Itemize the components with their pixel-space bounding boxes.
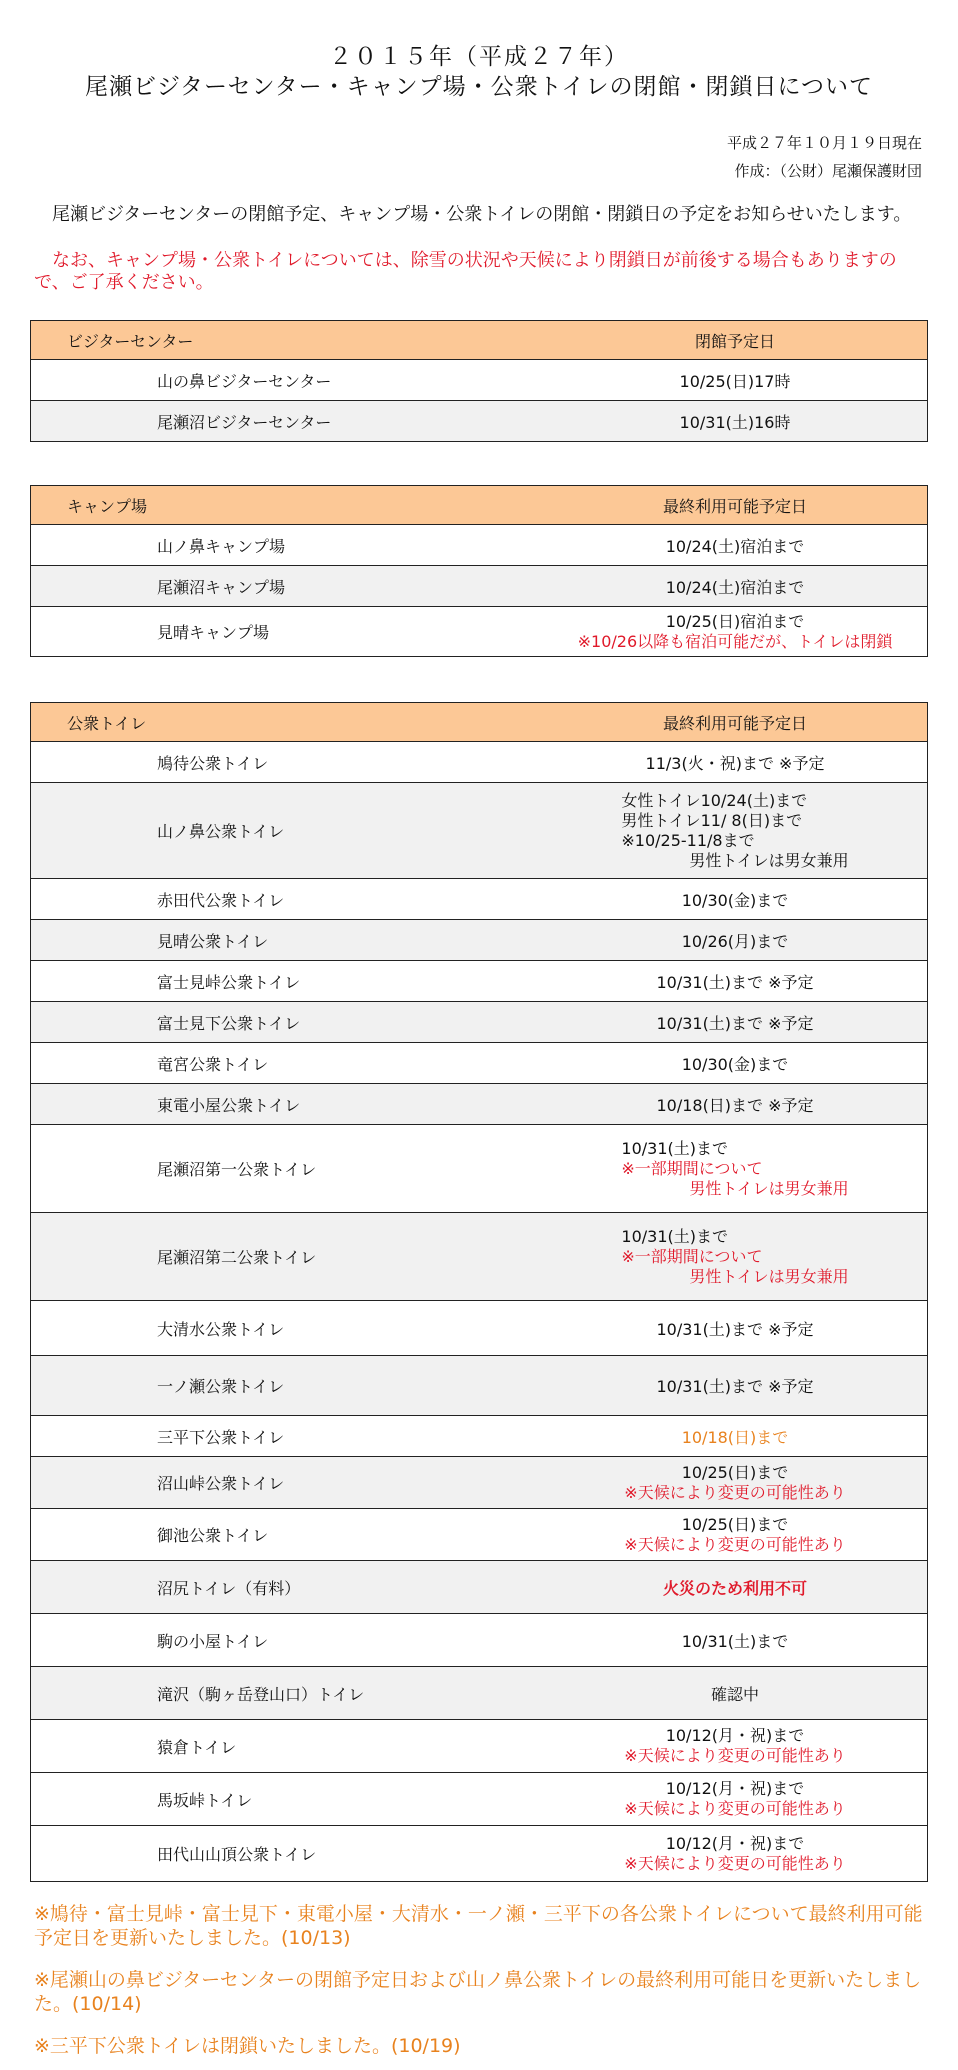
facility-name: 尾瀬沼キャンプ場 xyxy=(31,566,544,607)
last-use-date-main: 10/12(月・祝)まで xyxy=(665,1726,805,1745)
line-note: ※一部期間について xyxy=(621,1158,763,1178)
table-row xyxy=(31,1826,928,1882)
table-row xyxy=(31,1667,928,1720)
line-shared: 男性トイレは男女兼用 xyxy=(689,1266,849,1286)
last-use-date: 10/31(土)まで xyxy=(543,1614,928,1667)
last-use-date: 10/30(金)まで xyxy=(543,1043,928,1084)
line-shared: 男性トイレは男女兼用 xyxy=(689,850,849,870)
intro-paragraph: 尾瀬ビジターセンターの閉館予定、キャンプ場・公衆トイレの閉館・閉鎖日の予定をお知らせいたします。 xyxy=(52,204,912,225)
last-use-date: 10/18(日)まで ※予定 xyxy=(543,1084,928,1125)
update-note-2: ※尾瀬山の鼻ビジターセンターの閉館予定日および山ノ鼻公衆トイレの最終利用可能日を更新いたしました。(10/14) xyxy=(34,1969,922,2015)
facility-name: 竜宮公衆トイレ xyxy=(31,1043,544,1084)
last-use-note: ※天候により変更の可能性あり xyxy=(624,1853,846,1873)
header-cell-facility: ビジターセンター xyxy=(31,321,544,360)
author-line: 作成：（公財）尾瀬保護財団 xyxy=(734,162,922,180)
facility-name: 一ノ瀬公衆トイレ xyxy=(31,1356,544,1416)
last-use-date: 10/24(土)宿泊まで xyxy=(543,566,928,607)
table-row xyxy=(31,1614,928,1667)
header-cell-date: 最終利用可能予定日 xyxy=(543,486,928,525)
facility-name: 鳩待公衆トイレ xyxy=(31,742,544,783)
last-use-date xyxy=(543,1720,928,1773)
facility-name: 富士見下公衆トイレ xyxy=(31,1002,544,1043)
last-use-date-lines xyxy=(621,791,848,871)
header-cell-date: 最終利用可能予定日 xyxy=(543,703,928,742)
table-header-row xyxy=(31,321,928,360)
table-row xyxy=(31,1416,928,1457)
table-row xyxy=(31,1301,928,1356)
last-use-date xyxy=(543,1826,928,1882)
facility-name: 山の鼻ビジターセンター xyxy=(31,360,544,401)
line-shared: 男性トイレは男女兼用 xyxy=(689,1178,849,1198)
facility-name: 山ノ鼻公衆トイレ xyxy=(31,783,544,879)
facility-name: 大清水公衆トイレ xyxy=(31,1301,544,1356)
facility-name: 御池公衆トイレ xyxy=(31,1509,544,1561)
table-row xyxy=(31,401,928,442)
last-use-date: 10/31(土)まで ※予定 xyxy=(543,1356,928,1416)
last-use-date: 10/18(日)まで xyxy=(543,1416,928,1457)
last-use-date xyxy=(543,607,928,657)
table-row xyxy=(31,879,928,920)
public-toilet-table xyxy=(30,702,928,1882)
last-use-note: ※天候により変更の可能性あり xyxy=(624,1799,846,1818)
table-row xyxy=(31,1002,928,1043)
update-note-1: ※鳩待・富士見峠・富士見下・東電小屋・大清水・一ノ瀬・三平下の各公衆トイレについて最終利用可能予定日を更新いたしました。(10/13) xyxy=(34,1903,923,1949)
as-of-date: 平成２７年１０月１９日現在 xyxy=(726,134,922,152)
table-row xyxy=(31,1509,928,1561)
line-note: ※一部期間について xyxy=(621,1246,763,1266)
line-period: ※10/25-11/8まで xyxy=(621,830,755,850)
last-use-date-lines xyxy=(621,1139,848,1199)
visitor-center-table xyxy=(30,320,928,442)
intro-caution-paragraph: なお、キャンプ場・公衆トイレについては、除雪の状況や天候により閉鎖日が前後する場合もありますので、ご了承ください。 xyxy=(34,250,897,293)
last-use-note: ※天候により変更の可能性あり xyxy=(624,1746,846,1765)
last-use-date xyxy=(543,1773,928,1826)
table-row xyxy=(31,566,928,607)
table-row xyxy=(31,742,928,783)
last-use-date: 10/31(土)まで ※予定 xyxy=(543,961,928,1002)
facility-name: 沼山峠公衆トイレ xyxy=(31,1457,544,1509)
last-use-date xyxy=(543,1125,928,1213)
table-row xyxy=(31,783,928,879)
last-use-date: 10/30(金)まで xyxy=(543,879,928,920)
closing-date: 10/31(土)16時 xyxy=(543,401,928,442)
last-use-date: 確認中 xyxy=(543,1667,928,1720)
table-row xyxy=(31,920,928,961)
line-date: 10/31(土)まで xyxy=(621,1138,728,1158)
last-use-date-main: 10/25(日)まで xyxy=(681,1462,789,1482)
facility-name: 赤田代公衆トイレ xyxy=(31,879,544,920)
table-row xyxy=(31,607,928,657)
last-use-note: ※天候により変更の可能性あり xyxy=(624,1534,846,1554)
last-use-date xyxy=(543,783,928,879)
table-row xyxy=(31,1561,928,1614)
last-use-note: ※10/26以降も宿泊可能だが、トイレは閉鎖 xyxy=(577,631,893,651)
line-women: 女性トイレ10/24(土)まで xyxy=(621,790,808,810)
table-header-row xyxy=(31,486,928,525)
header-cell-facility: キャンプ場 xyxy=(31,486,544,525)
last-use-date: 10/26(月)まで xyxy=(543,920,928,961)
facility-name: 三平下公衆トイレ xyxy=(31,1416,544,1457)
facility-name: 駒の小屋トイレ xyxy=(31,1614,544,1667)
facility-name: 見晴キャンプ場 xyxy=(31,607,544,657)
last-use-date-lines xyxy=(621,1227,848,1287)
last-use-date-main: 10/12(月・祝)まで xyxy=(665,1779,805,1798)
last-use-date: 10/31(土)まで ※予定 xyxy=(543,1002,928,1043)
table-row xyxy=(31,1084,928,1125)
header-cell-date: 閉館予定日 xyxy=(543,321,928,360)
header-cell-facility: 公衆トイレ xyxy=(31,703,544,742)
page-title-line1: ２０１５年（平成２７年） xyxy=(329,44,629,70)
last-use-date-main: 10/25(日)宿泊まで xyxy=(665,611,805,631)
last-use-date xyxy=(543,1509,928,1561)
line-date: 10/31(土)まで xyxy=(621,1226,728,1246)
last-use-date xyxy=(543,1213,928,1301)
closing-date: 10/25(日)17時 xyxy=(543,360,928,401)
table-row xyxy=(31,525,928,566)
table-row xyxy=(31,1356,928,1416)
campsite-table xyxy=(30,485,928,657)
facility-name: 富士見峠公衆トイレ xyxy=(31,961,544,1002)
table-row xyxy=(31,1213,928,1301)
last-use-date xyxy=(543,1457,928,1509)
table-row xyxy=(31,961,928,1002)
table-row xyxy=(31,1457,928,1509)
last-use-date: 10/31(土)まで ※予定 xyxy=(543,1301,928,1356)
facility-name: 東電小屋公衆トイレ xyxy=(31,1084,544,1125)
update-note-3: ※三平下公衆トイレは閉鎖いたしました。(10/19) xyxy=(34,2035,461,2057)
facility-name: 滝沢（駒ヶ岳登山口）トイレ xyxy=(31,1667,544,1720)
page-title-line2: 尾瀬ビジターセンター・キャンプ場・公衆トイレの閉館・閉鎖日について xyxy=(84,74,874,100)
table-row xyxy=(31,1125,928,1213)
facility-name: 沼尻トイレ（有料） xyxy=(31,1561,544,1614)
line-men: 男性トイレ11/ 8(日)まで xyxy=(621,810,803,830)
table-row xyxy=(31,1773,928,1826)
last-use-date: 11/3(火・祝)まで ※予定 xyxy=(543,742,928,783)
table-row xyxy=(31,1720,928,1773)
facility-name: 尾瀬沼第一公衆トイレ xyxy=(31,1125,544,1213)
facility-name: 田代山山頂公衆トイレ xyxy=(31,1826,544,1882)
facility-name: 猿倉トイレ xyxy=(31,1720,544,1773)
facility-name: 尾瀬沼第二公衆トイレ xyxy=(31,1213,544,1301)
last-use-date-main: 10/25(日)まで xyxy=(681,1514,789,1534)
facility-name: 見晴公衆トイレ xyxy=(31,920,544,961)
last-use-date: 10/24(土)宿泊まで xyxy=(543,525,928,566)
facility-name: 山ノ鼻キャンプ場 xyxy=(31,525,544,566)
facility-name: 馬坂峠トイレ xyxy=(31,1773,544,1826)
last-use-note: ※天候により変更の可能性あり xyxy=(624,1482,846,1502)
last-use-date-main: 10/12(月・祝)まで xyxy=(665,1833,805,1853)
table-header-row xyxy=(31,703,928,742)
facility-name: 尾瀬沼ビジターセンター xyxy=(31,401,544,442)
last-use-date: 火災のため利用不可 xyxy=(543,1561,928,1614)
table-row xyxy=(31,360,928,401)
table-row xyxy=(31,1043,928,1084)
